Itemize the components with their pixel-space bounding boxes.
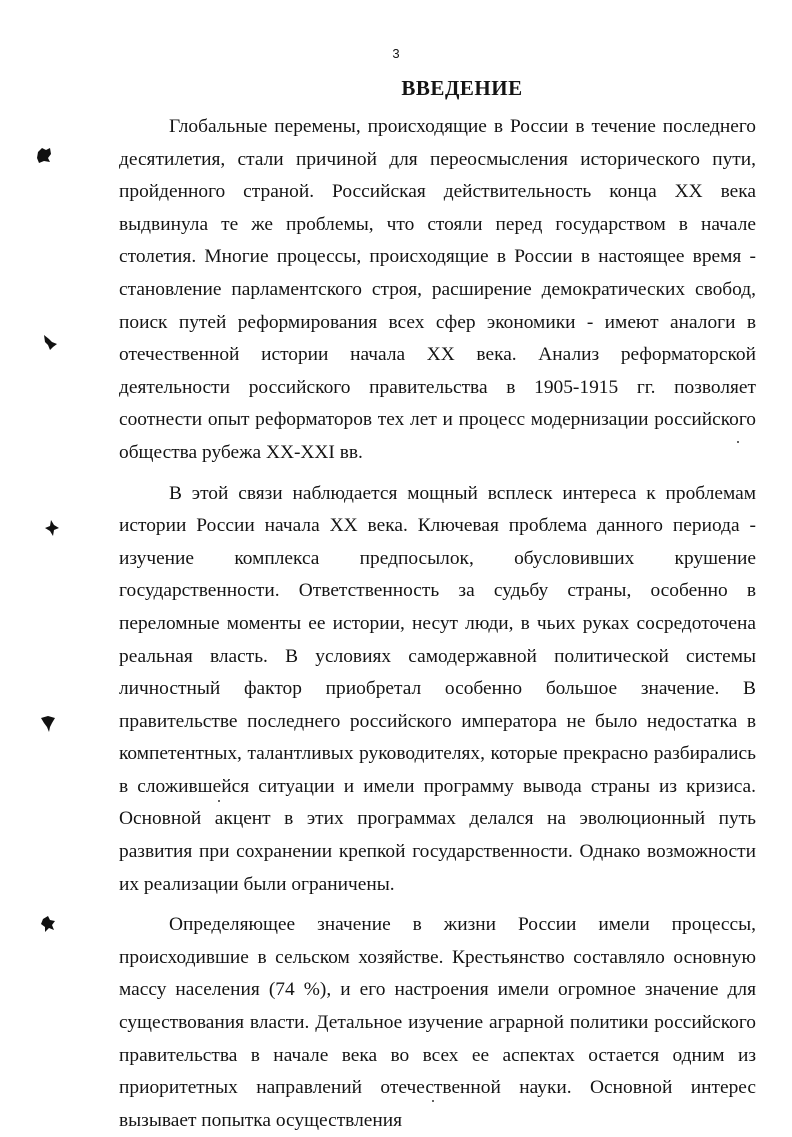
page-number: 3 bbox=[392, 46, 400, 61]
binding-hole-mark-icon bbox=[40, 915, 56, 933]
scan-speck bbox=[737, 441, 739, 443]
scan-speck bbox=[218, 800, 220, 802]
binding-hole-mark-icon bbox=[44, 519, 60, 537]
binding-hole-mark-icon bbox=[40, 715, 56, 733]
binding-hole-mark-icon bbox=[42, 333, 58, 351]
paragraph: Определяющее значение в жизни России имели процессы, происходившие в сельском хозяйстве. Крестьянство составляло основную массу населения (74 %), и его настроения имели огромное значение для существования власти. Детальное изучение аграрной политики российского правительства в начале века во всех ее аспектах остается одним из приоритетных направлений отечественной науки. Основной интерес вызывает попытка осуществления bbox=[119, 914, 756, 1131]
scan-speck bbox=[432, 1100, 434, 1102]
paragraph: В этой связи наблюдается мощный всплеск интереса к проблемам истории России начала XX века. Ключевая проблема данного периода - изучение комплекса предпосылок, обусловивших крушение государственности. Ответственность за судьбу страны, особенно в переломные моменты ее истории, несут люди, в чьих руках сосредоточена реальная власть. В условиях самодержавной политической системы личностный фактор приобретал особенно большое значение. В правительстве последнего российского императора не было недостатка в компетентных, талантливых руководителях, которые прекрасно разбирались в сложившейся ситуации и имели программу вывода страны из кризиса. Основной акцент в этих программах делался на эволюционный путь развития при сохранении крепкой государственности. Однако возможности их реализации были ограничены. bbox=[119, 482, 756, 895]
binding-hole-mark-icon bbox=[36, 146, 52, 164]
page-title: ВВЕДЕНИЕ bbox=[401, 76, 523, 100]
paragraph: Глобальные перемены, происходящие в России в течение последнего десятилетия, стали причиной для переосмысления исторического пути, пройденного страной. Российская действительность конца XX века выдвинула те же проблемы, что стояли перед государством в начале столетия. Многие процессы, происходящие в России в настоящее время - становление парламентского строя, расширение демократических свобод, поиск путей реформирования всех сфер экономики - имеют аналоги в отечественной истории начала XX века. Анализ реформаторской деятельности российского правительства в 1905-1915 гг. позволяет соотнести опыт реформаторов тех лет и процесс модернизации российского общества рубежа XX-XXI вв. bbox=[119, 116, 756, 463]
body-text bbox=[119, 111, 756, 1137]
